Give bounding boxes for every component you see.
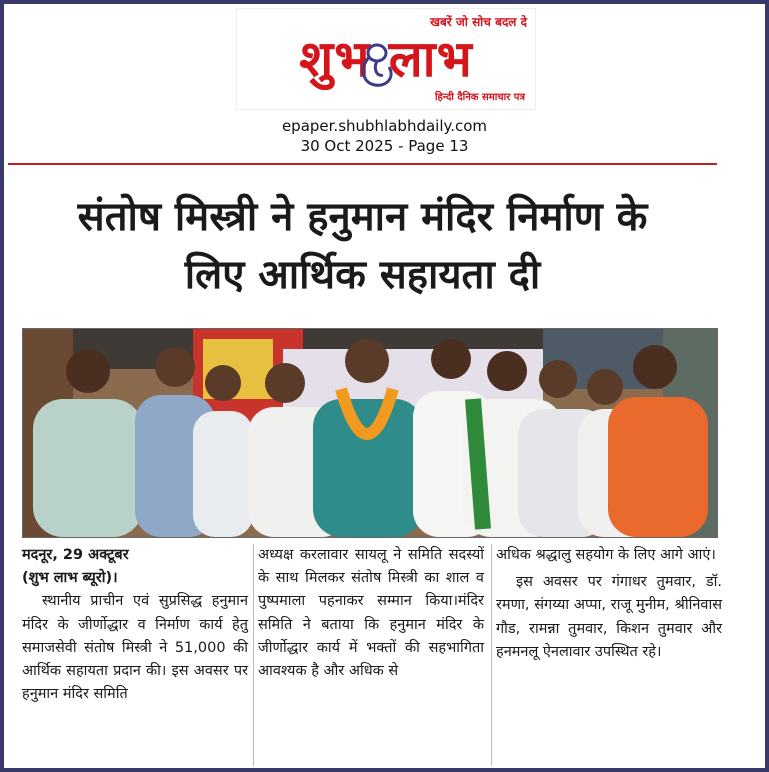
masthead-subtag: हिन्दी दैनिक समाचार पत्र [434, 92, 525, 103]
column-3-paragraph-2: इस अवसर पर गंगाधर तुमवार, डॉ. रमणा, संगय्या अप्पा, राजू मुनीम, श्रीनिवास गौड, रामन्ना तुमवार, किशन तुमवार और हनमनलू ऐनलावार उपस्थित रहे। [496, 574, 722, 660]
newspaper-masthead [236, 8, 536, 110]
column-1-text: स्थानीय प्राचीन एवं सुप्रसिद्ध हनुमान मंदिर के जीर्णोद्धार व निर्माण कार्य हेतु समाजसेवी संतोष मिस्त्री ने 51,000 की आर्थिक सहायता प्रदान की। इस अवसर पर हनुमान मंदिर समिति [22, 593, 248, 703]
column-divider [253, 544, 254, 766]
headline-line-1: संतोष मिस्त्री ने हनुमान मंदिर निर्माण के [77, 194, 648, 240]
article-column-1 [22, 544, 248, 706]
edition-info [0, 116, 769, 156]
ganesha-emblem-icon [355, 39, 399, 91]
masthead-tagline: खबरें जो सोच बदल दे [430, 15, 527, 29]
column-divider [491, 544, 492, 766]
article-photo [22, 328, 718, 538]
column-3-paragraph-1: अधिक श्रद्धालु सहयोग के लिए आगे आएं। [496, 547, 716, 563]
dateline-place-date: मदनूर, 29 अक्टूबर [22, 547, 129, 563]
felicitation-photo-illustration [23, 329, 717, 537]
header-divider [8, 163, 717, 165]
article-body [22, 544, 722, 766]
headline-line-2: लिए आर्थिक सहायता दी [184, 252, 541, 298]
article-column-2 [258, 544, 484, 683]
article-column-3 [496, 544, 722, 664]
logo-text: शुभ लाभ [299, 29, 473, 88]
article-headline [10, 188, 715, 304]
edition-date-page: 30 Oct 2025 - Page 13 [300, 137, 469, 155]
column-2-text: अध्यक्ष करलावार सायलू ने समिति सदस्यों के साथ मिलकर संतोष मिस्त्री का शाल व पुष्पमाला पहनाकर सम्मान किया।मंदिर समिति ने बताया कि हनुमान मंदिर के जीर्णोद्धार कार्य में भक्तों की सहभागिता आवश्यक है और अधिक से [258, 547, 484, 680]
epaper-url: epaper.shubhlabhdaily.com [281, 117, 488, 135]
dateline-bureau: (शुभ लाभ ब्यूरो)। [22, 570, 118, 587]
